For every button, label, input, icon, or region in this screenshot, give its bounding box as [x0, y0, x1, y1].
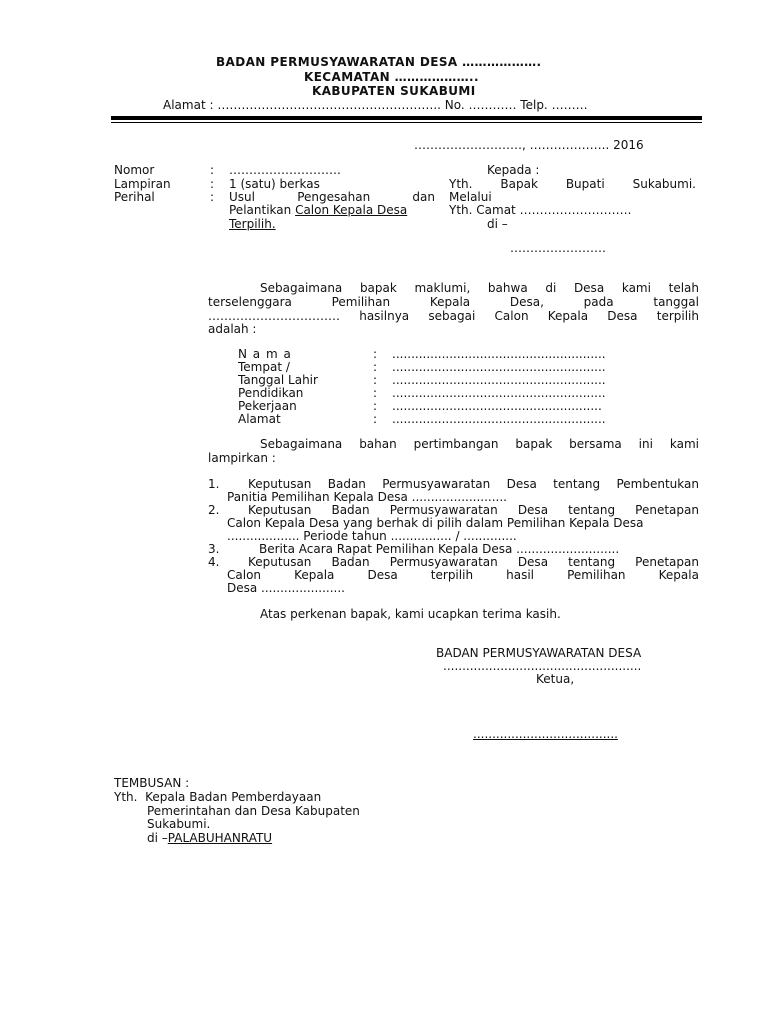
field-label-pendidikan: Pendidikan	[238, 386, 304, 400]
lampiran-label: Lampiran	[114, 177, 171, 191]
word: Desa	[573, 281, 605, 295]
word: bersama	[569, 437, 622, 451]
word: kami	[669, 437, 699, 451]
perihal-word: Usul	[229, 190, 255, 204]
kop-line-3: KABUPATEN SUKABUMI	[312, 84, 476, 98]
field-label-alamat: Alamat	[238, 412, 281, 426]
kop-rule-thick	[111, 116, 702, 120]
word: Penetapan	[635, 503, 699, 517]
word: Sebagaimana	[260, 281, 343, 295]
list-number: 3.	[208, 542, 220, 556]
word: Desa	[607, 309, 638, 323]
field-colon: :	[373, 347, 378, 361]
recipient-line-4: di –	[487, 217, 508, 231]
perihal-label: Perihal	[114, 190, 155, 204]
lampiran-value: 1 (satu) berkas	[229, 177, 320, 191]
list-item-2-line-3: ................... Periode tahun ................ / ..............	[227, 529, 517, 543]
word: Pembentukan	[616, 477, 699, 491]
field-value: ........................................................	[392, 373, 606, 387]
word: Kepala	[547, 309, 589, 323]
recipient-word: Yth.	[449, 177, 473, 191]
field-colon: :	[373, 360, 378, 374]
list-number: 4.	[208, 555, 220, 569]
word: Badan	[331, 555, 370, 569]
field-label-pekerjaan: Pekerjaan	[238, 399, 297, 413]
field-value: ........................................................	[392, 347, 606, 361]
tembusan-label: TEMBUSAN :	[114, 776, 190, 790]
word: tanggal	[653, 295, 699, 309]
word: tentang	[553, 477, 601, 491]
word: Calon	[494, 309, 529, 323]
perihal-word: Pengesahan	[297, 190, 371, 204]
signature-dots: ....................................................	[443, 659, 642, 673]
field-colon: :	[373, 386, 378, 400]
kepada-label: Kepada :	[487, 163, 540, 177]
perihal-line-2	[229, 204, 407, 217]
word: terselenggara	[208, 295, 292, 309]
word: sebagai	[428, 309, 476, 323]
recipient-word: Bupati	[565, 177, 605, 191]
word: Pemilihan	[331, 295, 391, 309]
field-value: ........................................................	[392, 412, 606, 426]
para2-line-1	[260, 438, 699, 451]
word: bapak	[359, 281, 397, 295]
word: Permusyawaratan	[382, 477, 491, 491]
perihal-line-3: Terpilih.	[229, 217, 276, 231]
tembusan-place: PALABUHANRATU	[167, 831, 273, 845]
word: hasil	[506, 568, 535, 582]
word: Calon	[227, 568, 262, 582]
word: tentang	[568, 503, 616, 517]
word: Kepala	[294, 568, 335, 582]
perihal-colon: :	[210, 190, 215, 204]
closing-text: Atas perkenan bapak, kami ucapkan terima kasih.	[260, 607, 561, 621]
list-number: 1.	[208, 477, 220, 491]
para1-line-2	[208, 296, 699, 309]
field-label-nama: N a m a	[238, 347, 292, 361]
word: di	[545, 281, 557, 295]
word: kami	[621, 281, 651, 295]
signature-name: ......................................	[473, 727, 618, 741]
word: ini	[638, 437, 653, 451]
word: pada	[583, 295, 614, 309]
field-value: ........................................................	[392, 360, 606, 374]
word: terpilih	[430, 568, 474, 582]
kop-address: Alamat : ……………………………………………….. No. ………… Telp. ………	[163, 98, 588, 112]
word: Desa	[506, 477, 537, 491]
recipient-line-5: ……………………	[510, 241, 606, 255]
word: bahan	[359, 437, 397, 451]
para1-line-1	[260, 282, 699, 295]
nomor-colon: :	[210, 163, 215, 177]
list-item-1-line-2: Panitia Pemilihan Kepala Desa .........................	[227, 490, 507, 504]
para2-line-2: lampirkan :	[208, 451, 276, 465]
word: Badan	[327, 477, 366, 491]
list-item-2-line-2: Calon Kepala Desa yang berhak di pilih dalam Pemilihan Kepala Desa	[227, 516, 644, 530]
para1-line-4: adalah :	[208, 322, 257, 336]
word: Badan	[331, 503, 370, 517]
field-value: ........................................................	[392, 386, 606, 400]
kop-line-2: KECAMATAN ………………..	[304, 70, 479, 84]
tembusan-line-4	[147, 832, 272, 845]
word: bapak	[515, 437, 553, 451]
tembusan-line-1: Yth. Kepala Badan Pemberdayaan	[114, 790, 322, 804]
word: Kepala	[429, 295, 471, 309]
tembusan-line-2: Pemerintahan dan Desa Kabupaten	[147, 804, 360, 818]
word: hasilnya	[359, 309, 410, 323]
field-colon: :	[373, 412, 378, 426]
word: Sebagaimana	[260, 437, 343, 451]
word: tentang	[568, 555, 616, 569]
word: telah	[668, 281, 699, 295]
field-label-tempat: Tempat /	[238, 360, 290, 374]
signature-org: BADAN PERMUSYAWARATAN DESA	[436, 646, 642, 660]
word: Desa,	[509, 295, 544, 309]
word: ……………………………	[208, 309, 340, 323]
field-colon: :	[373, 399, 378, 413]
list-number: 2.	[208, 503, 220, 517]
perihal-word: Pelantikan	[229, 203, 292, 217]
word: Desa	[367, 568, 398, 582]
word: Keputusan	[248, 503, 312, 517]
recipient-line-2: Melalui	[449, 190, 492, 204]
word: Permusyawaratan	[389, 503, 498, 517]
date-line: ………………………, ……………….. 2016	[414, 138, 644, 152]
field-colon: :	[373, 373, 378, 387]
word: Permusyawaratan	[389, 555, 498, 569]
recipient-word: Bapak	[500, 177, 538, 191]
word: Desa	[517, 503, 549, 517]
tembusan-di: di –	[147, 831, 168, 845]
field-label-tanggal-lahir: Tanggal Lahir	[238, 373, 318, 387]
word: pertimbangan	[413, 437, 499, 451]
nomor-label: Nomor	[114, 163, 155, 177]
nomor-value: ……………………….	[229, 163, 341, 177]
list-item-3-line-1: Berita Acara Rapat Pemilihan Kepala Desa ...........................	[259, 542, 620, 556]
perihal-word: dan	[412, 190, 435, 204]
word: Keputusan	[248, 555, 312, 569]
signature-title: Ketua,	[536, 672, 575, 686]
word: Keputusan	[248, 477, 312, 491]
perihal-underlined: Calon Kepala Desa	[295, 203, 408, 217]
word: Pemilihan	[567, 568, 626, 582]
recipient-word: Sukabumi.	[632, 177, 696, 191]
word: Penetapan	[635, 555, 699, 569]
word: Kepala	[658, 568, 699, 582]
recipient-line-3: Yth. Camat ……………………….	[449, 203, 632, 217]
list-item-4-line-3: Desa ......................	[227, 581, 345, 595]
word: maklumi,	[414, 281, 471, 295]
para1-line-3	[208, 310, 699, 323]
field-value: .......................................................	[392, 399, 602, 413]
tembusan-line-3: Sukabumi.	[147, 817, 211, 831]
kop-line-1: BADAN PERMUSYAWARATAN DESA ……………….	[216, 55, 542, 69]
lampiran-colon: :	[210, 177, 215, 191]
word: Desa	[517, 555, 549, 569]
word: terpilih	[656, 309, 699, 323]
kop-rule-thin	[111, 122, 702, 123]
word: bahwa	[487, 281, 528, 295]
